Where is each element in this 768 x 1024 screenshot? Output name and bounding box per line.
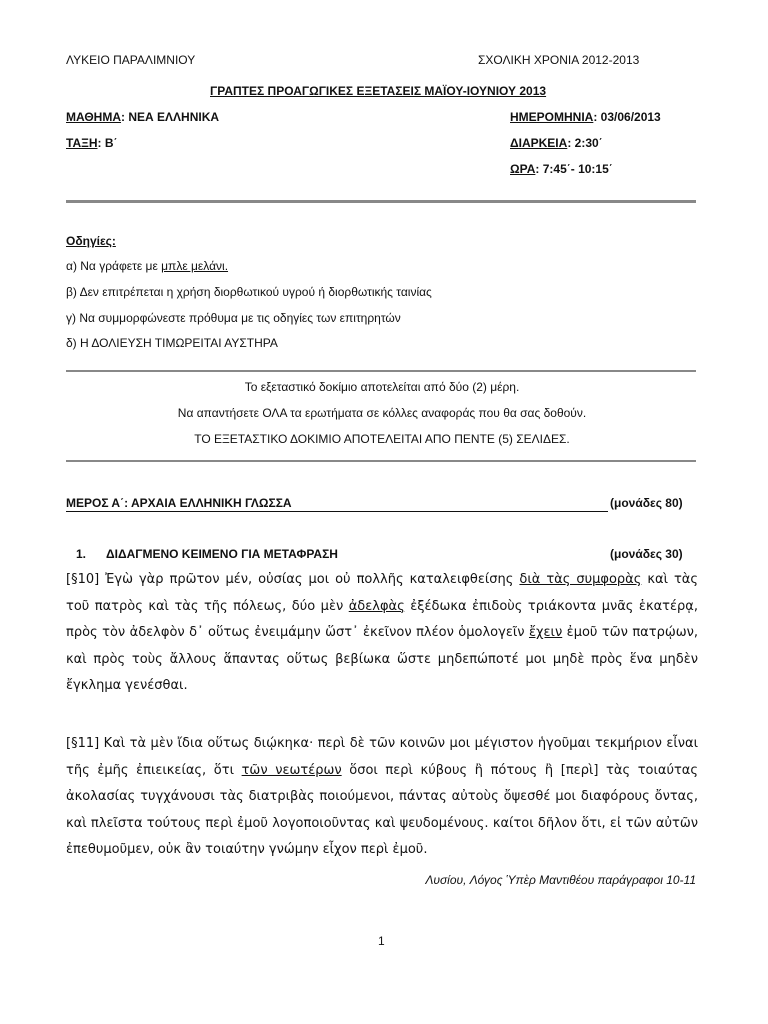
task-1-number: 1. [76, 547, 87, 561]
passage-2-underlined-1: τῶν νεωτέρων [241, 762, 342, 778]
instruction-a-underlined: μπλε μελάνι. [161, 259, 229, 273]
date-label: ΗΜΕΡΟΜΗΝΙΑ [510, 110, 594, 124]
passage-source: Λυσίου, Λόγος Ὑπὲρ Μαντιθέου παράγραφοι 10-11 [425, 873, 696, 887]
passage-1-underlined-2: ἀδελφὰς [348, 598, 405, 614]
passage-1-text-3: ἐξέδωκα ἐπιδοὺς τριάκοντα μνᾶς ἑκατέρᾳ, πρὸς τὸν ἀδελφὸν δ᾽ οὕτως ἐνειμάμην ὥστ᾽ ἐκεῖνον πλέον ὁμολογεῖν [66, 598, 698, 640]
notice-divider [66, 460, 696, 462]
notice-line-1: Το εξεταστικό δοκίμιο αποτελείται από δύο (2) μέρη. [244, 380, 520, 394]
passage-2-text-2: ὅσοι περὶ κύβους ἢ πότους ἢ [περὶ] τὰς τοιαύτας ἀκολασίας τυγχάνουσι τὰς διατριβὰς ποιούμενοι, πάντας αὐτοὺς ὄψεσθέ μοι διαφόρους ὄντας, καὶ πλεῖστα τούτους περὶ ἐμοῦ λογοποιοῦντας καὶ ψευδομένους. καίτοι δῆλον ὅτι, εἰ τῶν αὐτῶν ἐπεθυμοῦμεν, οὐκ ἂν τοιαύτην γνώμην εἶχον περὶ ἐμοῦ. [66, 762, 698, 857]
subject-label: ΜΑΘΗΜΑ [66, 110, 122, 124]
instruction-a [66, 259, 228, 273]
passage-1-underlined-3: ἔχειν [528, 625, 563, 640]
instructions-title: Οδηγίες: [66, 234, 116, 248]
class-value: : Β΄ [97, 136, 118, 150]
date-line [510, 110, 661, 124]
school-name: ΛΥΚΕΙΟ ΠΑΡΑΛΙΜΝΙΟΥ [66, 53, 196, 67]
instruction-b: β) Δεν επιτρέπεται η χρήση διορθωτικού υγρού ή διορθωτικής ταινίας [66, 285, 432, 299]
notice-line-2: Να απαντήσετε ΟΛΑ τα ερωτήματα σε κόλλες αναφοράς που θα σας δοθούν. [177, 406, 587, 420]
date-value: : 03/06/2013 [593, 110, 661, 124]
part-a-title: ΜΕΡΟΣ Α΄: ΑΡΧΑΙΑ ΕΛΛΗΝΙΚΗ ΓΛΩΣΣΑ [66, 496, 608, 512]
passage-1-text-1: [§10] Ἐγὼ γὰρ πρῶτον μέν, οὐσίας μοι οὐ πολλῆς καταλειφθείσης [66, 572, 520, 587]
page-number: 1 [378, 934, 385, 948]
task-1-points: (μονάδες 30) [610, 547, 683, 561]
time-value: : 7:45΄- 10:15΄ [535, 162, 613, 176]
instruction-c: γ) Να συμμορφώνεστε πρόθυμα με τις οδηγίες των επιτηρητών [66, 311, 401, 325]
part-a-points: (μονάδες 80) [610, 496, 683, 510]
instruction-a-text: α) Να γράφετε με [66, 259, 162, 273]
class-label: ΤΑΞΗ [66, 136, 98, 150]
exam-title: ΓΡΑΠΤΕΣ ΠΡΟΑΓΩΓΙΚΕΣ ΕΞΕΤΑΣΕΙΣ ΜΑΪΟΥ-ΙΟΥΝΙΟΥ 2013 [210, 84, 547, 98]
passage-1-text-4: ἐμοῦ τῶν πατρῴων, καὶ πρὸς τοὺς ἄλλους ἅπαντας οὕτως βεβίωκα ὥστε μηδεπώποτέ μοι μηδὲ πρὸς ἕνα μηδὲν ἔγκλημα γενέσθαι. [66, 625, 698, 693]
passage-1-underlined-1: διὰ τὰς συμφορὰς [519, 572, 642, 587]
class-line [66, 136, 118, 150]
school-year: ΣΧΟΛΙΚΗ ΧΡΟΝΙΑ 2012-2013 [478, 53, 640, 67]
passage-paragraph-10 [66, 567, 698, 700]
duration-line [510, 136, 603, 150]
instruction-d: δ) Η ΔΟΛΙΕΥΣΗ ΤΙΜΩΡΕΙΤΑΙ ΑΥΣΤΗΡΑ [66, 336, 278, 350]
passage-paragraph-11 [66, 731, 698, 864]
subject-value: : ΝΕΑ ΕΛΛΗΝΙΚΑ [121, 110, 220, 124]
header-divider [66, 200, 696, 203]
duration-value: : 2:30΄ [567, 136, 603, 150]
subject-line [66, 110, 219, 124]
instructions-divider [66, 370, 696, 372]
notice-line-3: ΤΟ ΕΞΕΤΑΣΤΙΚΟ ΔΟΚΙΜΙΟ ΑΠΟΤΕΛΕΙΤΑΙ ΑΠΟ ΠΕΝΤΕ (5) ΣΕΛΙΔΕΣ. [194, 432, 570, 446]
passage-2-text-1: [§11] Καὶ τὰ μὲν ἴδια οὕτως διῴκηκα· περὶ δὲ τῶν κοινῶν μοι μέγιστον ἡγοῦμαι τεκμήριον εἶναι τῆς ἐμῆς ἐπιεικείας, ὅτι [66, 736, 698, 778]
time-line [510, 162, 613, 176]
passage-1-text-2: καὶ τὰς τοῦ πατρὸς καὶ τὰς τῆς πόλεως, δύο μὲν [66, 572, 698, 614]
duration-label: ΔΙΑΡΚΕΙΑ [510, 136, 568, 150]
task-1-title: ΔΙΔΑΓΜΕΝΟ ΚΕΙΜΕΝΟ ΓΙΑ ΜΕΤΑΦΡΑΣΗ [106, 547, 338, 561]
time-label: ΩΡΑ [510, 162, 536, 176]
